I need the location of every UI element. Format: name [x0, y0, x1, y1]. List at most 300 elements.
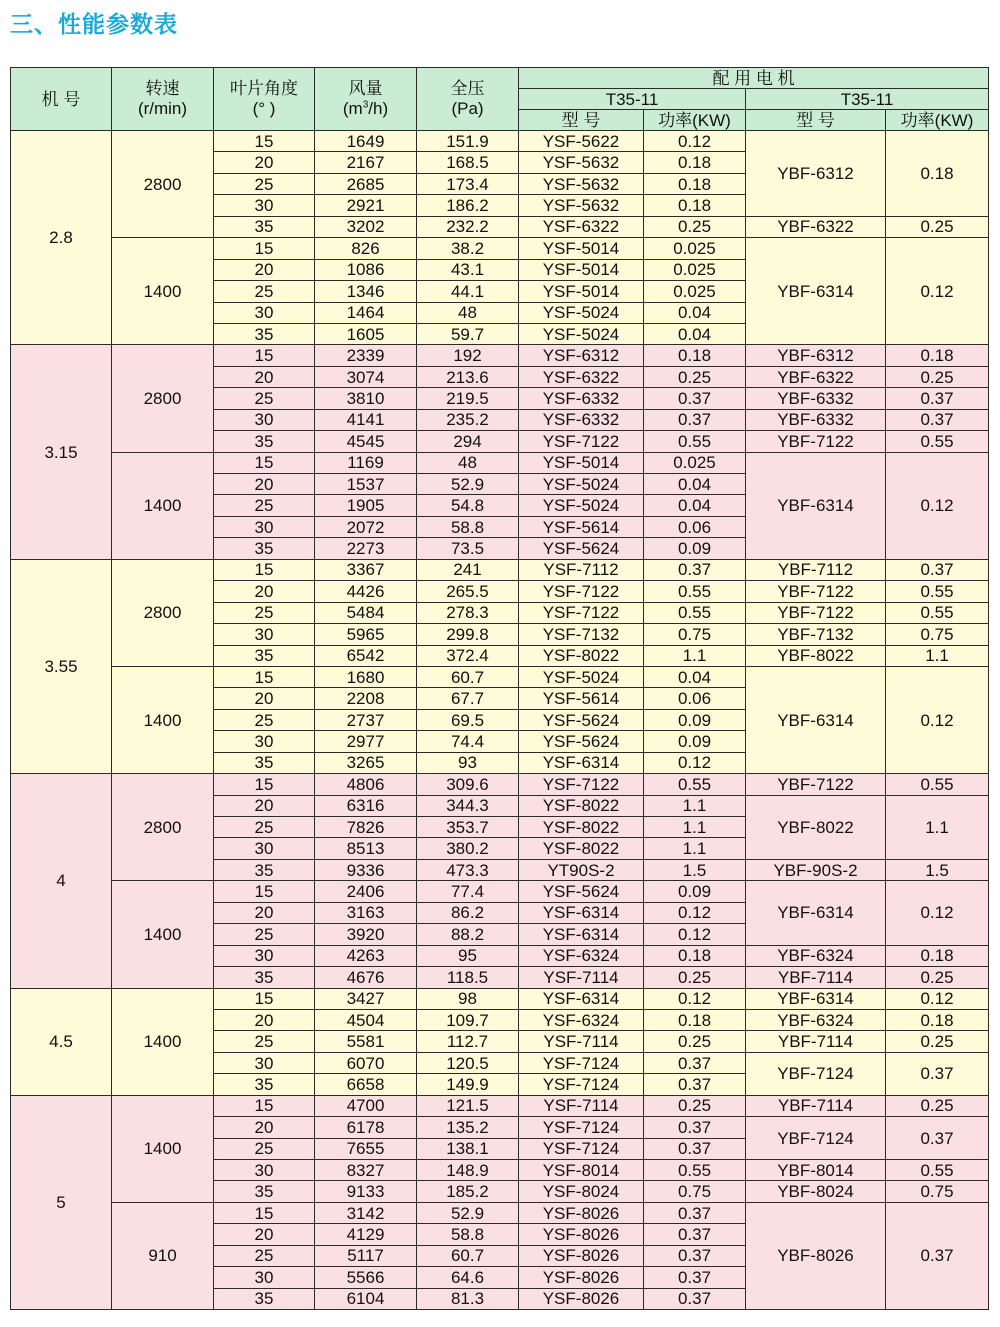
ybf-model-cell: YBF-6324 — [746, 945, 886, 966]
airflow-cell: 4263 — [315, 945, 417, 966]
pressure-cell: 135.2 — [417, 1117, 519, 1138]
ybf-power-cell: 0.75 — [886, 624, 989, 645]
header-power-a: 功率(KW) — [644, 110, 746, 131]
angle-cell: 25 — [214, 1031, 315, 1052]
ysf-model-cell: YSF-5024 — [519, 302, 644, 323]
ysf-model-cell: YSF-8024 — [519, 1181, 644, 1202]
angle-cell: 35 — [214, 752, 315, 773]
angle-cell: 25 — [214, 602, 315, 623]
ysf-power-cell: 0.37 — [644, 1117, 746, 1138]
pressure-cell: 67.7 — [417, 688, 519, 709]
ysf-model-cell: YSF-6322 — [519, 216, 644, 237]
ysf-model-cell: YSF-7122 — [519, 581, 644, 602]
airflow-cell: 3074 — [315, 366, 417, 387]
airflow-cell: 7655 — [315, 1138, 417, 1159]
header-machine-no — [11, 68, 112, 131]
airflow-cell: 2072 — [315, 516, 417, 537]
ysf-model-cell: YSF-5014 — [519, 452, 644, 473]
pressure-cell: 54.8 — [417, 495, 519, 516]
ysf-model-cell: YSF-5024 — [519, 495, 644, 516]
table-row — [11, 666, 989, 687]
ybf-model-cell: YBF-6312 — [746, 131, 886, 217]
airflow-cell: 826 — [315, 238, 417, 259]
angle-cell: 20 — [214, 1117, 315, 1138]
airflow-cell: 5965 — [315, 624, 417, 645]
ysf-model-cell: YSF-5624 — [519, 881, 644, 902]
ybf-power-cell: 0.37 — [886, 1202, 989, 1309]
angle-cell: 35 — [214, 1288, 315, 1309]
ysf-model-cell: YSF-7114 — [519, 967, 644, 988]
pressure-cell: 138.1 — [417, 1138, 519, 1159]
ybf-power-cell: 0.18 — [886, 131, 989, 217]
pressure-cell: 44.1 — [417, 281, 519, 302]
speed-cell: 2800 — [112, 774, 214, 881]
table-row — [11, 559, 989, 580]
airflow-cell: 2208 — [315, 688, 417, 709]
airflow-cell: 4426 — [315, 581, 417, 602]
ybf-power-cell: 0.25 — [886, 216, 989, 237]
ybf-power-cell: 0.55 — [886, 581, 989, 602]
angle-cell: 20 — [214, 152, 315, 173]
airflow-cell: 2406 — [315, 881, 417, 902]
airflow-cell: 5566 — [315, 1267, 417, 1288]
ybf-model-cell: YBF-7114 — [746, 1095, 886, 1116]
angle-cell: 15 — [214, 774, 315, 795]
header-airflow-label: 风量 — [348, 79, 383, 99]
airflow-cell: 3427 — [315, 988, 417, 1009]
ysf-model-cell: YSF-6332 — [519, 409, 644, 430]
pressure-cell: 186.2 — [417, 195, 519, 216]
performance-table — [10, 67, 989, 1310]
ysf-model-cell: YT90S-2 — [519, 859, 644, 880]
ysf-model-cell: YSF-8022 — [519, 838, 644, 859]
ysf-power-cell: 0.37 — [644, 559, 746, 580]
pressure-cell: 309.6 — [417, 774, 519, 795]
ysf-model-cell: YSF-6312 — [519, 345, 644, 366]
speed-cell: 1400 — [112, 666, 214, 773]
ybf-model-cell: YBF-6314 — [746, 452, 886, 559]
ybf-power-cell: 0.25 — [886, 1095, 989, 1116]
ybf-model-cell: YBF-7112 — [746, 559, 886, 580]
ybf-model-cell: YBF-8024 — [746, 1181, 886, 1202]
speed-cell: 910 — [112, 1202, 214, 1309]
ysf-power-cell: 0.025 — [644, 238, 746, 259]
airflow-cell: 4806 — [315, 774, 417, 795]
airflow-cell: 1086 — [315, 259, 417, 280]
angle-cell: 30 — [214, 624, 315, 645]
angle-cell: 35 — [214, 1074, 315, 1095]
ysf-power-cell: 0.18 — [644, 195, 746, 216]
ybf-power-cell: 0.55 — [886, 774, 989, 795]
ysf-model-cell: YSF-6314 — [519, 752, 644, 773]
ysf-model-cell: YSF-7122 — [519, 431, 644, 452]
ysf-power-cell: 0.06 — [644, 688, 746, 709]
angle-cell: 35 — [214, 645, 315, 666]
pressure-cell: 48 — [417, 302, 519, 323]
ybf-power-cell: 0.55 — [886, 1160, 989, 1181]
pressure-cell: 95 — [417, 945, 519, 966]
machine-no-cell: 4 — [11, 774, 112, 988]
pressure-cell: 265.5 — [417, 581, 519, 602]
pressure-cell: 58.8 — [417, 516, 519, 537]
angle-cell: 30 — [214, 838, 315, 859]
angle-cell: 20 — [214, 366, 315, 387]
ysf-power-cell: 0.55 — [644, 602, 746, 623]
ysf-model-cell: YSF-6314 — [519, 988, 644, 1009]
table-row — [11, 452, 989, 473]
angle-cell: 15 — [214, 238, 315, 259]
ysf-model-cell: YSF-5614 — [519, 688, 644, 709]
ysf-power-cell: 0.12 — [644, 988, 746, 1009]
ysf-model-cell: YSF-5014 — [519, 259, 644, 280]
ybf-power-cell: 0.37 — [886, 1052, 989, 1095]
ybf-model-cell: YBF-6332 — [746, 388, 886, 409]
pressure-cell: 52.9 — [417, 474, 519, 495]
ysf-model-cell: YSF-7112 — [519, 559, 644, 580]
airflow-unit-sup: 3 — [362, 99, 369, 111]
ybf-model-cell: YBF-6314 — [746, 238, 886, 345]
pressure-cell: 120.5 — [417, 1052, 519, 1073]
ybf-model-cell: YBF-7122 — [746, 581, 886, 602]
ysf-power-cell: 0.18 — [644, 345, 746, 366]
machine-no-cell: 5 — [11, 1095, 112, 1309]
angle-cell: 35 — [214, 859, 315, 880]
airflow-cell: 6542 — [315, 645, 417, 666]
ysf-power-cell: 0.12 — [644, 902, 746, 923]
airflow-cell: 9336 — [315, 859, 417, 880]
airflow-cell: 8513 — [315, 838, 417, 859]
speed-cell: 1400 — [112, 881, 214, 988]
airflow-unit-post: /h) — [368, 99, 389, 118]
table-row — [11, 1202, 989, 1223]
table-row — [11, 131, 989, 152]
table-row — [11, 774, 989, 795]
table-row — [11, 988, 989, 1009]
ybf-power-cell: 0.37 — [886, 559, 989, 580]
pressure-cell: 151.9 — [417, 131, 519, 152]
ysf-model-cell: YSF-8026 — [519, 1202, 644, 1223]
ysf-power-cell: 0.75 — [644, 624, 746, 645]
machine-no-cell: 3.15 — [11, 345, 112, 559]
ysf-model-cell: YSF-7122 — [519, 774, 644, 795]
ybf-power-cell: 0.25 — [886, 1031, 989, 1052]
airflow-cell: 1346 — [315, 281, 417, 302]
pressure-cell: 149.9 — [417, 1074, 519, 1095]
header-motor: 配 用 电 机 — [519, 68, 989, 89]
ybf-model-cell: YBF-8022 — [746, 795, 886, 859]
pressure-cell: 48 — [417, 452, 519, 473]
ysf-model-cell: YSF-5622 — [519, 131, 644, 152]
ysf-power-cell: 0.09 — [644, 881, 746, 902]
ysf-power-cell: 0.18 — [644, 1009, 746, 1030]
ysf-power-cell: 0.25 — [644, 1031, 746, 1052]
speed-cell: 2800 — [112, 131, 214, 238]
ybf-power-cell: 0.37 — [886, 388, 989, 409]
ysf-power-cell: 0.37 — [644, 1138, 746, 1159]
ybf-model-cell: YBF-7114 — [746, 1031, 886, 1052]
angle-cell: 25 — [214, 281, 315, 302]
ybf-power-cell: 0.55 — [886, 431, 989, 452]
angle-cell: 35 — [214, 323, 315, 344]
airflow-unit-pre: (m — [342, 99, 363, 118]
ysf-power-cell: 1.1 — [644, 795, 746, 816]
ybf-power-cell: 0.12 — [886, 666, 989, 773]
ysf-model-cell: YSF-7124 — [519, 1117, 644, 1138]
angle-cell: 15 — [214, 131, 315, 152]
ybf-power-cell: 0.12 — [886, 881, 989, 945]
pressure-cell: 38.2 — [417, 238, 519, 259]
angle-cell: 25 — [214, 173, 315, 194]
pressure-cell: 64.6 — [417, 1267, 519, 1288]
ysf-power-cell: 0.18 — [644, 173, 746, 194]
pressure-cell: 86.2 — [417, 902, 519, 923]
ybf-power-cell: 0.12 — [886, 988, 989, 1009]
airflow-cell: 1537 — [315, 474, 417, 495]
ybf-power-cell: 0.37 — [886, 1117, 989, 1160]
pressure-cell: 344.3 — [417, 795, 519, 816]
angle-cell: 15 — [214, 666, 315, 687]
airflow-cell: 6178 — [315, 1117, 417, 1138]
ysf-model-cell: YSF-7122 — [519, 602, 644, 623]
ybf-power-cell: 0.12 — [886, 452, 989, 559]
ysf-power-cell: 0.025 — [644, 452, 746, 473]
airflow-cell: 1649 — [315, 131, 417, 152]
pressure-cell: 118.5 — [417, 967, 519, 988]
ysf-model-cell: YSF-6314 — [519, 902, 644, 923]
angle-cell: 25 — [214, 709, 315, 730]
ysf-power-cell: 0.025 — [644, 259, 746, 280]
ysf-model-cell: YSF-8022 — [519, 645, 644, 666]
pressure-cell: 168.5 — [417, 152, 519, 173]
pressure-cell: 185.2 — [417, 1181, 519, 1202]
ysf-power-cell: 0.09 — [644, 731, 746, 752]
ysf-model-cell: YSF-6332 — [519, 388, 644, 409]
ybf-power-cell: 0.18 — [886, 1009, 989, 1030]
ysf-power-cell: 0.37 — [644, 1245, 746, 1266]
speed-cell: 1400 — [112, 238, 214, 345]
pressure-cell: 77.4 — [417, 881, 519, 902]
angle-cell: 15 — [214, 345, 315, 366]
ysf-power-cell: 0.37 — [644, 1267, 746, 1288]
ysf-power-cell: 0.09 — [644, 538, 746, 559]
pressure-cell: 299.8 — [417, 624, 519, 645]
airflow-cell: 8327 — [315, 1160, 417, 1181]
table-body — [11, 131, 989, 1310]
angle-cell: 35 — [214, 216, 315, 237]
ysf-model-cell: YSF-6322 — [519, 366, 644, 387]
ysf-model-cell: YSF-5632 — [519, 173, 644, 194]
airflow-cell: 4129 — [315, 1224, 417, 1245]
pressure-cell: 93 — [417, 752, 519, 773]
header-airflow — [315, 68, 417, 131]
angle-cell: 30 — [214, 1267, 315, 1288]
ysf-power-cell: 0.06 — [644, 516, 746, 537]
airflow-cell: 9133 — [315, 1181, 417, 1202]
airflow-cell: 3163 — [315, 902, 417, 923]
speed-cell: 1400 — [112, 988, 214, 1095]
angle-cell: 35 — [214, 538, 315, 559]
ysf-power-cell: 0.04 — [644, 495, 746, 516]
ysf-model-cell: YSF-7124 — [519, 1052, 644, 1073]
header-airflow-unit — [315, 99, 416, 119]
airflow-cell: 6316 — [315, 795, 417, 816]
pressure-cell: 58.8 — [417, 1224, 519, 1245]
ybf-power-cell: 0.12 — [886, 238, 989, 345]
airflow-cell: 4504 — [315, 1009, 417, 1030]
ybf-model-cell: YBF-8022 — [746, 645, 886, 666]
ysf-power-cell: 0.37 — [644, 409, 746, 430]
airflow-cell: 2273 — [315, 538, 417, 559]
angle-cell: 25 — [214, 1138, 315, 1159]
airflow-cell: 3920 — [315, 924, 417, 945]
ybf-power-cell: 1.1 — [886, 645, 989, 666]
airflow-cell: 7826 — [315, 817, 417, 838]
speed-cell: 1400 — [112, 452, 214, 559]
header-angle-unit: (° ) — [252, 99, 276, 118]
header-speed — [112, 68, 214, 131]
airflow-cell: 6070 — [315, 1052, 417, 1073]
speed-cell: 2800 — [112, 559, 214, 666]
ybf-model-cell: YBF-6322 — [746, 216, 886, 237]
ysf-model-cell: YSF-5632 — [519, 152, 644, 173]
airflow-cell: 4676 — [315, 967, 417, 988]
airflow-cell: 2685 — [315, 173, 417, 194]
pressure-cell: 112.7 — [417, 1031, 519, 1052]
ysf-model-cell: YSF-7114 — [519, 1095, 644, 1116]
angle-cell: 15 — [214, 1202, 315, 1223]
angle-cell: 35 — [214, 431, 315, 452]
header-machine-no-label: 机 号 — [41, 89, 81, 109]
angle-cell: 30 — [214, 195, 315, 216]
airflow-cell: 1464 — [315, 302, 417, 323]
ysf-power-cell: 0.18 — [644, 152, 746, 173]
ysf-model-cell: YSF-6324 — [519, 1009, 644, 1030]
ysf-model-cell: YSF-8026 — [519, 1288, 644, 1309]
airflow-cell: 5484 — [315, 602, 417, 623]
ybf-power-cell: 0.75 — [886, 1181, 989, 1202]
ybf-model-cell: YBF-7124 — [746, 1117, 886, 1160]
angle-cell: 25 — [214, 495, 315, 516]
table-row — [11, 881, 989, 902]
ysf-model-cell: YSF-5024 — [519, 323, 644, 344]
ysf-power-cell: 0.18 — [644, 945, 746, 966]
ysf-model-cell: YSF-6314 — [519, 924, 644, 945]
angle-cell: 30 — [214, 302, 315, 323]
pressure-cell: 59.7 — [417, 323, 519, 344]
header-speed-unit: (r/min) — [137, 99, 188, 118]
ysf-power-cell: 0.09 — [644, 709, 746, 730]
pressure-cell: 69.5 — [417, 709, 519, 730]
pressure-cell: 372.4 — [417, 645, 519, 666]
ybf-model-cell: YBF-8014 — [746, 1160, 886, 1181]
airflow-cell: 4141 — [315, 409, 417, 430]
angle-cell: 30 — [214, 945, 315, 966]
pressure-cell: 278.3 — [417, 602, 519, 623]
ysf-model-cell: YSF-5014 — [519, 238, 644, 259]
angle-cell: 30 — [214, 1052, 315, 1073]
pressure-cell: 173.4 — [417, 173, 519, 194]
ysf-model-cell: YSF-5624 — [519, 538, 644, 559]
airflow-cell: 2977 — [315, 731, 417, 752]
angle-cell: 30 — [214, 516, 315, 537]
angle-cell: 15 — [214, 1095, 315, 1116]
airflow-cell: 2737 — [315, 709, 417, 730]
airflow-cell: 3810 — [315, 388, 417, 409]
angle-cell: 20 — [214, 1224, 315, 1245]
angle-cell: 30 — [214, 409, 315, 430]
angle-cell: 35 — [214, 1181, 315, 1202]
pressure-cell: 60.7 — [417, 1245, 519, 1266]
airflow-cell: 1169 — [315, 452, 417, 473]
pressure-cell: 52.9 — [417, 1202, 519, 1223]
ysf-power-cell: 0.55 — [644, 774, 746, 795]
ybf-model-cell: YBF-6314 — [746, 666, 886, 773]
ysf-power-cell: 0.75 — [644, 1181, 746, 1202]
ysf-model-cell: YSF-8022 — [519, 795, 644, 816]
pressure-cell: 88.2 — [417, 924, 519, 945]
ybf-model-cell: YBF-90S-2 — [746, 859, 886, 880]
ysf-power-cell: 0.025 — [644, 281, 746, 302]
table-header — [11, 68, 989, 131]
airflow-cell: 5117 — [315, 1245, 417, 1266]
pressure-cell: 294 — [417, 431, 519, 452]
pressure-cell: 380.2 — [417, 838, 519, 859]
pressure-cell: 235.2 — [417, 409, 519, 430]
machine-no-cell: 3.55 — [11, 559, 112, 773]
airflow-cell: 6104 — [315, 1288, 417, 1309]
ysf-model-cell: YSF-5024 — [519, 474, 644, 495]
machine-no-cell: 2.8 — [11, 131, 112, 345]
pressure-cell: 241 — [417, 559, 519, 580]
header-pressure-unit: (Pa) — [451, 99, 484, 118]
ysf-power-cell: 0.25 — [644, 366, 746, 387]
ybf-power-cell: 0.25 — [886, 967, 989, 988]
ysf-model-cell: YSF-8026 — [519, 1245, 644, 1266]
ysf-model-cell: YSF-8014 — [519, 1160, 644, 1181]
header-model-a: 型 号 — [519, 110, 644, 131]
ysf-power-cell: 0.37 — [644, 1288, 746, 1309]
table-row — [11, 238, 989, 259]
header-pressure-label: 全压 — [450, 79, 485, 99]
ybf-model-cell: YBF-6332 — [746, 409, 886, 430]
ybf-power-cell: 0.25 — [886, 366, 989, 387]
ybf-power-cell: 1.5 — [886, 859, 989, 880]
airflow-cell: 2921 — [315, 195, 417, 216]
ybf-power-cell: 0.55 — [886, 602, 989, 623]
airflow-cell: 3265 — [315, 752, 417, 773]
angle-cell: 20 — [214, 688, 315, 709]
ysf-power-cell: 0.37 — [644, 388, 746, 409]
ysf-model-cell: YSF-5614 — [519, 516, 644, 537]
ysf-power-cell: 0.12 — [644, 924, 746, 945]
ysf-power-cell: 0.37 — [644, 1074, 746, 1095]
angle-cell: 20 — [214, 795, 315, 816]
airflow-cell: 6658 — [315, 1074, 417, 1095]
ybf-model-cell: YBF-6314 — [746, 988, 886, 1009]
angle-cell: 15 — [214, 988, 315, 1009]
ybf-model-cell: YBF-8026 — [746, 1202, 886, 1309]
angle-cell: 20 — [214, 902, 315, 923]
pressure-cell: 232.2 — [417, 216, 519, 237]
ysf-power-cell: 0.55 — [644, 1160, 746, 1181]
pressure-cell: 109.7 — [417, 1009, 519, 1030]
ybf-model-cell: YBF-7122 — [746, 774, 886, 795]
angle-cell: 15 — [214, 559, 315, 580]
angle-cell: 25 — [214, 817, 315, 838]
ysf-power-cell: 1.1 — [644, 645, 746, 666]
ysf-power-cell: 0.37 — [644, 1052, 746, 1073]
ysf-model-cell: YSF-8026 — [519, 1267, 644, 1288]
